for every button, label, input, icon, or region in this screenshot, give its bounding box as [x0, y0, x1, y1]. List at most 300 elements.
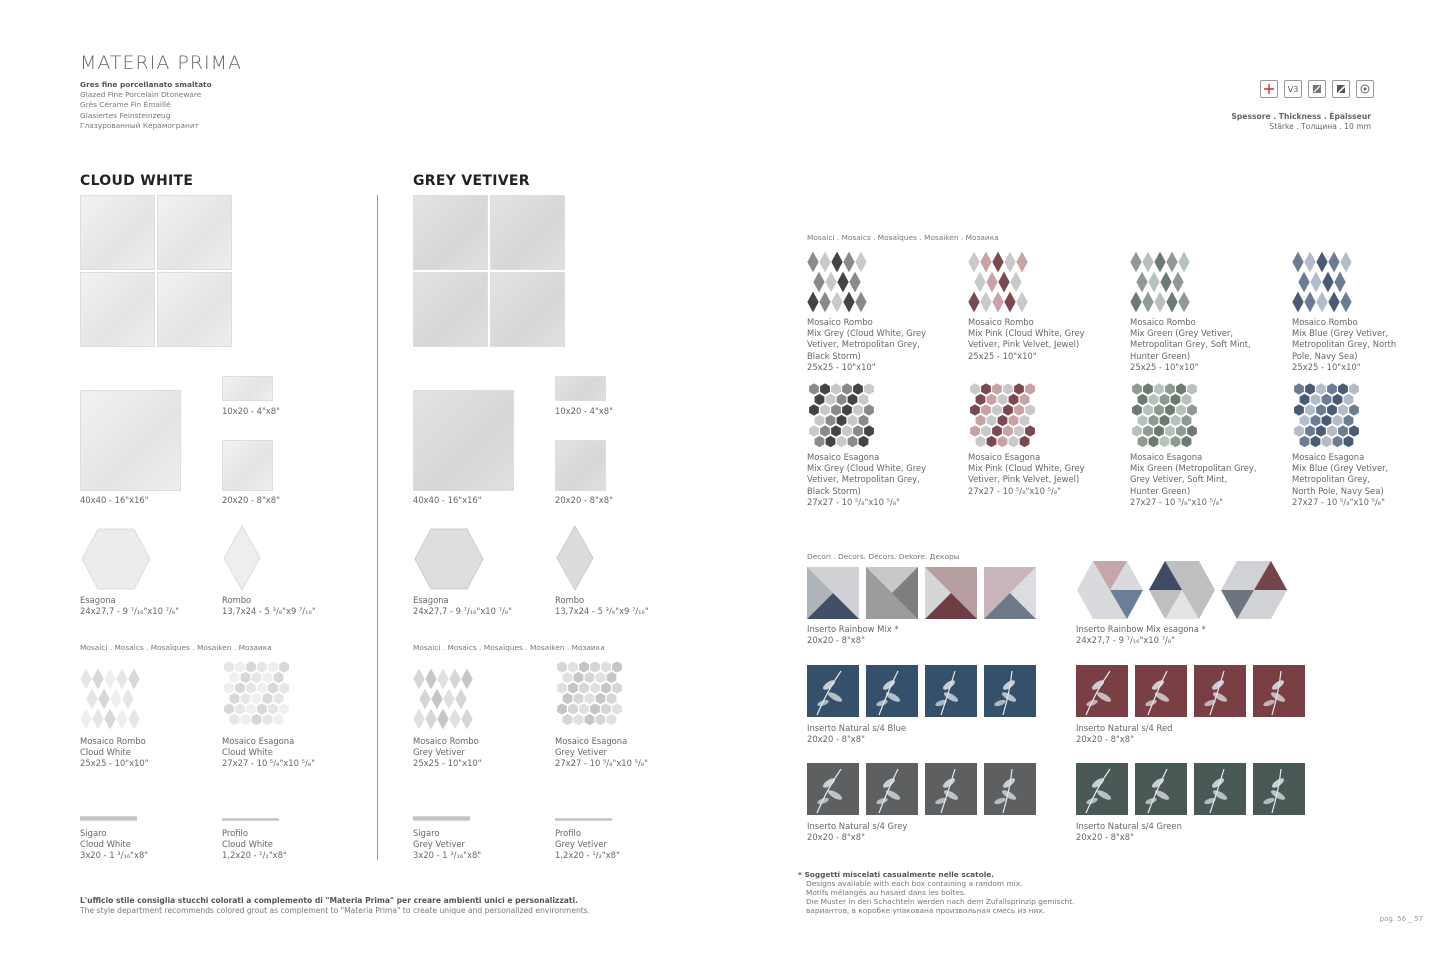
mosaic-piece — [601, 682, 611, 694]
mosaic-piece — [584, 672, 594, 684]
mosaic-piece — [606, 693, 616, 705]
mosaic-piece — [997, 394, 1007, 406]
mosaic-piece — [104, 708, 116, 730]
mosaic-piece — [419, 688, 431, 710]
mosaic-piece — [1165, 404, 1175, 416]
mosaic-piece — [992, 425, 1002, 437]
mosaic-piece — [855, 291, 867, 313]
mosaic-piece — [224, 682, 234, 694]
mosaic-piece — [262, 693, 272, 705]
mosaic-piece — [975, 394, 985, 406]
mosaic-piece — [590, 703, 600, 715]
mosaic-piece — [557, 661, 567, 673]
mosaic-piece — [831, 383, 841, 395]
natural-decor-tile — [807, 665, 859, 717]
mix-mosaic-swatch — [1130, 382, 1200, 452]
mosaic-piece — [968, 291, 980, 313]
mosaic-piece — [568, 703, 578, 715]
mosaic-piece — [997, 415, 1007, 427]
frost-icon — [1260, 80, 1278, 98]
mosaic-piece — [1166, 251, 1178, 273]
profilo-strip-cloud — [222, 818, 279, 821]
mosaic-piece — [612, 703, 622, 715]
mosaic-piece — [595, 714, 605, 726]
subtitle-it: Gres fine porcellanato smaltato — [80, 80, 212, 89]
mosaic-piece — [257, 661, 267, 673]
mosaic-piece — [986, 394, 996, 406]
size-label: 20x20 - 8"x8" — [555, 495, 613, 505]
mosaic-piece — [980, 251, 992, 273]
mosaic-piece — [809, 404, 819, 416]
mosaic-esagona-cloud — [222, 660, 292, 730]
mosaic-piece — [590, 682, 600, 694]
mosaic-piece — [562, 693, 572, 705]
mosaic-piece — [1176, 383, 1186, 395]
mosaic-piece — [986, 436, 996, 448]
mosaic-piece — [970, 383, 980, 395]
mix-mosaic-label: Mosaico Esagona Mix Green (Metropolitan Grey, Grey Vetiver, Soft Mint, Hunter Green) 27x27 - 10 ⁵/₈"x10 ⁵/₈" — [1130, 452, 1257, 507]
mosaic-piece — [1025, 383, 1035, 395]
mosaic-piece — [825, 415, 835, 427]
mosaic-piece — [273, 714, 283, 726]
mosaic-piece — [1310, 271, 1322, 293]
mosaic-piece — [1187, 383, 1197, 395]
mosaic-piece — [1338, 425, 1348, 437]
mosaic-piece — [1154, 425, 1164, 437]
mosaic-piece — [455, 688, 467, 710]
natural-decor-tile — [1135, 763, 1187, 815]
mosaic-piece — [858, 415, 868, 427]
mosaic-piece — [235, 661, 245, 673]
collection-name-grey-vetiver: GREY VETIVER — [413, 173, 530, 189]
mosaic-piece — [836, 415, 846, 427]
mosaic-piece — [1016, 251, 1028, 273]
mosaic-piece — [992, 383, 1002, 395]
decori-heading: Decori . Decors. Décors. Dekore. Декоры — [807, 552, 960, 561]
tile-20x20-cloud — [222, 440, 273, 491]
mosaic-rombo-label: Mosaico Rombo Cloud White 25x25 - 10"x10" — [80, 736, 149, 769]
mosaic-piece — [279, 703, 289, 715]
mosaic-piece — [1349, 404, 1359, 416]
mosaic-piece — [413, 708, 425, 730]
mix-mosaici-heading: Mosaici . Mosaics . Mosaïques . Mosaiken . Мозаика — [807, 233, 999, 242]
mosaic-piece — [980, 291, 992, 313]
mosaic-piece — [1316, 404, 1326, 416]
mosaic-piece — [853, 425, 863, 437]
subtitle-fr: Grès Cérame Fin Émaillé — [80, 100, 171, 110]
rainbow-mix-tiles — [807, 567, 1036, 619]
mosaic-piece — [1349, 425, 1359, 437]
hexagon-tile-cloud — [80, 527, 152, 591]
mosaic-piece — [1148, 436, 1158, 448]
mosaic-piece — [986, 415, 996, 427]
mosaici-heading: Mosaici . Mosaics . Mosaïques . Mosaiken . Мозаика — [80, 643, 272, 652]
mosaic-piece — [864, 383, 874, 395]
mosaic-piece — [251, 714, 261, 726]
mosaic-piece — [981, 383, 991, 395]
mosaic-piece — [1008, 436, 1018, 448]
natural-blue-tiles — [807, 665, 1036, 717]
mosaic-piece — [807, 251, 819, 273]
rainbow-hex-2 — [1148, 560, 1216, 620]
mosaic-piece — [1316, 251, 1328, 273]
mix-mosaic-label: Mosaico Rombo Mix Green (Grey Vetiver, Metropolitan Grey, Soft Mint, Hunter Green) 25x25 - 10"x10" — [1130, 317, 1251, 372]
mosaic-piece — [1154, 404, 1164, 416]
mosaic-piece — [235, 682, 245, 694]
mosaic-piece — [1159, 436, 1169, 448]
mosaic-piece — [557, 703, 567, 715]
mosaic-piece — [855, 251, 867, 273]
mosaic-piece — [975, 415, 985, 427]
mosaic-piece — [1181, 415, 1191, 427]
mosaic-piece — [1137, 415, 1147, 427]
mosaic-piece — [1327, 404, 1337, 416]
mosaic-piece — [1132, 425, 1142, 437]
mosaic-piece — [268, 682, 278, 694]
mosaic-piece — [579, 682, 589, 694]
mosaic-piece — [461, 668, 473, 690]
mosaic-piece — [1132, 383, 1142, 395]
mosaic-piece — [1025, 404, 1035, 416]
profilo-label: Profilo Grey Vetiver 1,2x20 - ¹/₂"x8" — [555, 828, 620, 861]
mosaic-piece — [1299, 415, 1309, 427]
footer-note: L'ufficio stile consiglia stucchi colorati a complemento di "Materia Prima" per creare ambienti unici e personalizzati. The style department recommends colored grout as complement to "Materia Prima" to create unique and personalized environments. — [80, 896, 591, 915]
mosaic-piece — [998, 271, 1010, 293]
natural-decor-tile — [1194, 763, 1246, 815]
thickness-line-1: Spessore . Thickness . Épaisseur — [1231, 112, 1371, 121]
mosaic-piece — [568, 682, 578, 694]
mosaic-piece — [229, 714, 239, 726]
tile-10x20-cloud — [222, 376, 273, 401]
mosaic-piece — [1003, 404, 1013, 416]
mosaic-piece — [224, 661, 234, 673]
mosaic-piece — [1322, 271, 1334, 293]
hexagon-tile-grey — [413, 527, 485, 591]
mix-mosaic-label: Mosaico Rombo Mix Pink (Cloud White, Grey Vetiver, Pink Velvet, Jewel) 25x25 - 10"x10" — [968, 317, 1085, 361]
mosaic-piece — [847, 394, 857, 406]
mosaic-piece — [842, 383, 852, 395]
mosaic-rombo-label: Mosaico Rombo Grey Vetiver 25x25 - 10"x10" — [413, 736, 482, 769]
mosaic-piece — [981, 425, 991, 437]
mosaic-piece — [831, 291, 843, 313]
mosaic-piece — [1008, 394, 1018, 406]
mosaic-piece — [240, 672, 250, 684]
mosaic-esagona-label: Mosaico Esagona Grey Vetiver 27x27 - 10 ⁵/₈"x10 ⁵/₈" — [555, 736, 648, 769]
collection-name-cloud-white: CLOUD WHITE — [80, 173, 194, 189]
natural-red-tiles — [1076, 665, 1305, 717]
mosaic-piece — [847, 436, 857, 448]
mosaic-piece — [1019, 415, 1029, 427]
mosaic-piece — [831, 404, 841, 416]
mix-mosaic-label: Mosaico Esagona Mix Pink (Cloud White, Grey Vetiver, Pink Velvet, Jewel) 27x27 - 10 ⁵/₈"x10 ⁵/₈" — [968, 452, 1085, 496]
mosaic-piece — [842, 425, 852, 437]
size-label: 10x20 - 4"x8" — [222, 406, 280, 416]
mosaic-piece — [831, 251, 843, 273]
mosaic-piece — [1178, 251, 1190, 273]
mosaic-piece — [975, 436, 985, 448]
page-title: MATERIA PRIMA — [80, 52, 243, 74]
subtitle-en: Glazed Fine Porcelain Dtoneware — [80, 90, 202, 100]
random-mix-note: * Soggetti miscelati casualmente nelle scatole. Designs available with each box containing a random mix. Motifs mélangés au hasard dans les boîtes. Die Muster in den Schachteln werden nach dem Zufallsprinzip gemischt. вариантов, в коробке упакована произвольная смесь из них. — [798, 870, 1075, 915]
mosaic-piece — [1294, 425, 1304, 437]
mosaic-piece — [843, 251, 855, 273]
mosaic-esagona-label: Mosaico Esagona Cloud White 27x27 - 10 ⁵/₈"x10 ⁵/₈" — [222, 736, 315, 769]
mosaic-piece — [1130, 291, 1142, 313]
mosaic-piece — [1343, 436, 1353, 448]
mosaic-piece — [1142, 291, 1154, 313]
profilo-strip-grey — [555, 818, 612, 821]
mosaic-piece — [246, 682, 256, 694]
mosaic-piece — [970, 425, 980, 437]
mosaic-piece — [413, 668, 425, 690]
rainbow-hex-3 — [1220, 560, 1288, 620]
mosaic-piece — [1305, 404, 1315, 416]
mix-mosaic-label: Mosaico Rombo Mix Blue (Grey Vetiver, Metropolitan Grey, North Pole, Navy Sea) 25x25 - 10"x10" — [1292, 317, 1397, 372]
mosaic-piece — [568, 661, 578, 673]
mosaic-piece — [1349, 383, 1359, 395]
mosaic-piece — [831, 425, 841, 437]
mosaic-piece — [1340, 251, 1352, 273]
mosaic-piece — [437, 668, 449, 690]
mosaic-piece — [968, 251, 980, 273]
mosaic-piece — [246, 703, 256, 715]
natural-decor-tile — [1253, 665, 1305, 717]
mosaic-piece — [1176, 404, 1186, 416]
natural-decor-tile — [866, 763, 918, 815]
mosaic-piece — [1014, 404, 1024, 416]
mosaic-piece — [128, 668, 140, 690]
mosaic-piece — [1154, 383, 1164, 395]
mosaic-esagona-grey — [555, 660, 625, 730]
mosaic-piece — [1310, 394, 1320, 406]
mosaic-piece — [1332, 394, 1342, 406]
mosaic-piece — [853, 404, 863, 416]
mosaic-piece — [257, 703, 267, 715]
mosaic-piece — [1328, 291, 1340, 313]
natural-grey-label: Inserto Natural s/4 Grey 20x20 - 8"x8" — [807, 821, 908, 843]
mosaic-piece — [1328, 251, 1340, 273]
mosaic-piece — [92, 668, 104, 690]
mosaic-piece — [1310, 436, 1320, 448]
mosaic-piece — [986, 271, 998, 293]
mosaic-piece — [1170, 436, 1180, 448]
rhombus-tile-cloud — [222, 524, 262, 592]
mosaic-piece — [1294, 383, 1304, 395]
mosaic-piece — [606, 672, 616, 684]
mosaic-piece — [813, 271, 825, 293]
mosaic-piece — [1338, 383, 1348, 395]
mosaic-piece — [1154, 251, 1166, 273]
mosaic-piece — [1143, 404, 1153, 416]
rainbow-label: Inserto Rainbow Mix * 20x20 - 8"x8" — [807, 624, 899, 646]
mosaic-piece — [1178, 291, 1190, 313]
mosaic-piece — [122, 688, 134, 710]
mosaic-piece — [116, 668, 128, 690]
mosaic-piece — [573, 714, 583, 726]
mosaic-piece — [1304, 291, 1316, 313]
mosaic-piece — [981, 404, 991, 416]
subtitle-de: Glasiertes Feinsteinzeug — [80, 110, 171, 120]
tile-40x40-cloud — [80, 390, 181, 491]
mosaic-piece — [1316, 291, 1328, 313]
mosaic-piece — [997, 436, 1007, 448]
mosaic-piece — [1176, 425, 1186, 437]
mosaic-piece — [1165, 383, 1175, 395]
mosaic-piece — [86, 688, 98, 710]
mix-mosaic-label: Mosaico Esagona Mix Grey (Cloud White, Grey Vetiver, Metropolitan Grey, Black Storm) 27x27 - 10 ⁵/₈"x10 ⁵/₈" — [807, 452, 927, 507]
mosaic-piece — [1305, 425, 1315, 437]
size-label: 40x40 - 16"x16" — [80, 495, 149, 505]
mosaic-piece — [1136, 271, 1148, 293]
mosaic-rombo-cloud — [80, 668, 140, 730]
mosaic-piece — [92, 708, 104, 730]
shade-icon — [1308, 80, 1326, 98]
mosaic-piece — [1170, 415, 1180, 427]
size-label: 40x40 - 16"x16" — [413, 495, 482, 505]
mosaic-piece — [843, 291, 855, 313]
mosaic-piece — [1298, 271, 1310, 293]
mosaic-piece — [1299, 436, 1309, 448]
mix-mosaic-swatch — [1292, 251, 1352, 313]
natural-decor-tile — [984, 763, 1036, 815]
mosaic-piece — [240, 693, 250, 705]
natural-decor-tile — [866, 665, 918, 717]
mosaic-piece — [1334, 271, 1346, 293]
mosaic-piece — [1019, 436, 1029, 448]
mosaic-piece — [825, 436, 835, 448]
thickness-info — [1231, 112, 1371, 132]
mosaic-piece — [974, 271, 986, 293]
mosaic-piece — [573, 672, 583, 684]
mosaic-piece — [1132, 404, 1142, 416]
mosaic-piece — [251, 693, 261, 705]
size-label: 20x20 - 8"x8" — [222, 495, 280, 505]
column-divider — [377, 195, 378, 860]
mix-mosaic-swatch — [968, 251, 1028, 313]
mosaic-piece — [229, 693, 239, 705]
mix-mosaic-swatch — [807, 382, 877, 452]
mosaic-piece — [235, 703, 245, 715]
mosaic-piece — [1310, 415, 1320, 427]
mosaic-piece — [601, 661, 611, 673]
profilo-label: Profilo Cloud White 1,2x20 - ¹/₂"x8" — [222, 828, 287, 861]
natural-decor-tile — [1135, 665, 1187, 717]
mosaic-piece — [268, 703, 278, 715]
mosaic-piece — [809, 425, 819, 437]
mosaic-piece — [864, 404, 874, 416]
mosaic-piece — [590, 661, 600, 673]
mosaic-piece — [224, 703, 234, 715]
mosaic-piece — [1321, 436, 1331, 448]
mix-mosaic-swatch — [968, 382, 1038, 452]
mosaic-piece — [1004, 291, 1016, 313]
mosaic-piece — [836, 394, 846, 406]
mosaic-piece — [1170, 394, 1180, 406]
mosaic-piece — [858, 436, 868, 448]
page-number: pag. 56 _ 57 — [1379, 915, 1423, 923]
mosaic-piece — [809, 383, 819, 395]
mosaic-piece — [606, 714, 616, 726]
mosaic-piece — [557, 682, 567, 694]
mosaic-piece — [1137, 436, 1147, 448]
mosaic-piece — [807, 291, 819, 313]
mosaic-piece — [992, 251, 1004, 273]
mosaic-piece — [1148, 394, 1158, 406]
mosaic-piece — [1148, 271, 1160, 293]
natural-decor-tile — [925, 665, 977, 717]
mosaic-piece — [1137, 394, 1147, 406]
mosaic-piece — [110, 688, 122, 710]
mosaic-piece — [1166, 291, 1178, 313]
mosaic-piece — [1014, 383, 1024, 395]
mosaic-piece — [461, 708, 473, 730]
mosaic-piece — [1340, 291, 1352, 313]
sigaro-strip-cloud — [80, 816, 137, 821]
natural-green-label: Inserto Natural s/4 Green 20x20 - 8"x8" — [1076, 821, 1182, 843]
mosaic-piece — [425, 668, 437, 690]
rainbow-hex-tiles — [1076, 560, 1288, 620]
mosaic-piece — [262, 714, 272, 726]
mosaic-piece — [820, 383, 830, 395]
mosaic-piece — [246, 661, 256, 673]
natural-grey-tiles — [807, 763, 1036, 815]
mosaic-piece — [814, 436, 824, 448]
natural-green-tiles — [1076, 763, 1305, 815]
mosaic-piece — [1305, 383, 1315, 395]
mosaic-piece — [1010, 271, 1022, 293]
mosaic-piece — [1142, 251, 1154, 273]
natural-decor-tile — [1076, 665, 1128, 717]
mosaic-piece — [1316, 425, 1326, 437]
grey-vetiver-swatch — [413, 195, 565, 347]
mosaic-piece — [449, 708, 461, 730]
mosaic-piece — [820, 425, 830, 437]
mosaic-piece — [98, 688, 110, 710]
rombo-label: Rombo 13,7x24 - 5 ³/₈"x9 ⁷/₁₆" — [555, 595, 649, 617]
slip-icon — [1332, 80, 1350, 98]
mosaic-piece — [1148, 415, 1158, 427]
mosaic-piece — [1008, 415, 1018, 427]
mosaic-piece — [1321, 415, 1331, 427]
mosaic-piece — [1338, 404, 1348, 416]
pattern-icon — [1356, 80, 1374, 98]
mosaic-piece — [819, 251, 831, 273]
natural-red-label: Inserto Natural s/4 Red 20x20 - 8"x8" — [1076, 723, 1173, 745]
size-label: 10x20 - 4"x8" — [555, 406, 613, 416]
mosaic-piece — [562, 672, 572, 684]
mosaic-piece — [612, 661, 622, 673]
mosaic-piece — [268, 661, 278, 673]
mosaic-piece — [970, 404, 980, 416]
v3-icon: V3 — [1284, 80, 1302, 98]
mosaic-piece — [1181, 436, 1191, 448]
mosaic-piece — [1343, 394, 1353, 406]
rainbow-hex-label: Inserto Rainbow Mix esagona * 24x27,7 - 9 ⁷/₁₆"x10 ⁷/₈" — [1076, 624, 1206, 646]
mosaic-piece — [1292, 291, 1304, 313]
mosaic-piece — [1143, 425, 1153, 437]
mix-mosaic-swatch — [1130, 251, 1190, 313]
mosaic-piece — [262, 672, 272, 684]
natural-blue-label: Inserto Natural s/4 Blue 20x20 - 8"x8" — [807, 723, 907, 745]
mosaic-piece — [1159, 394, 1169, 406]
mosaic-piece — [579, 661, 589, 673]
mosaic-piece — [443, 688, 455, 710]
mosaic-piece — [1143, 383, 1153, 395]
natural-decor-tile — [984, 665, 1036, 717]
mosaic-piece — [80, 708, 92, 730]
mosaic-piece — [849, 271, 861, 293]
mosaic-piece — [80, 668, 92, 690]
